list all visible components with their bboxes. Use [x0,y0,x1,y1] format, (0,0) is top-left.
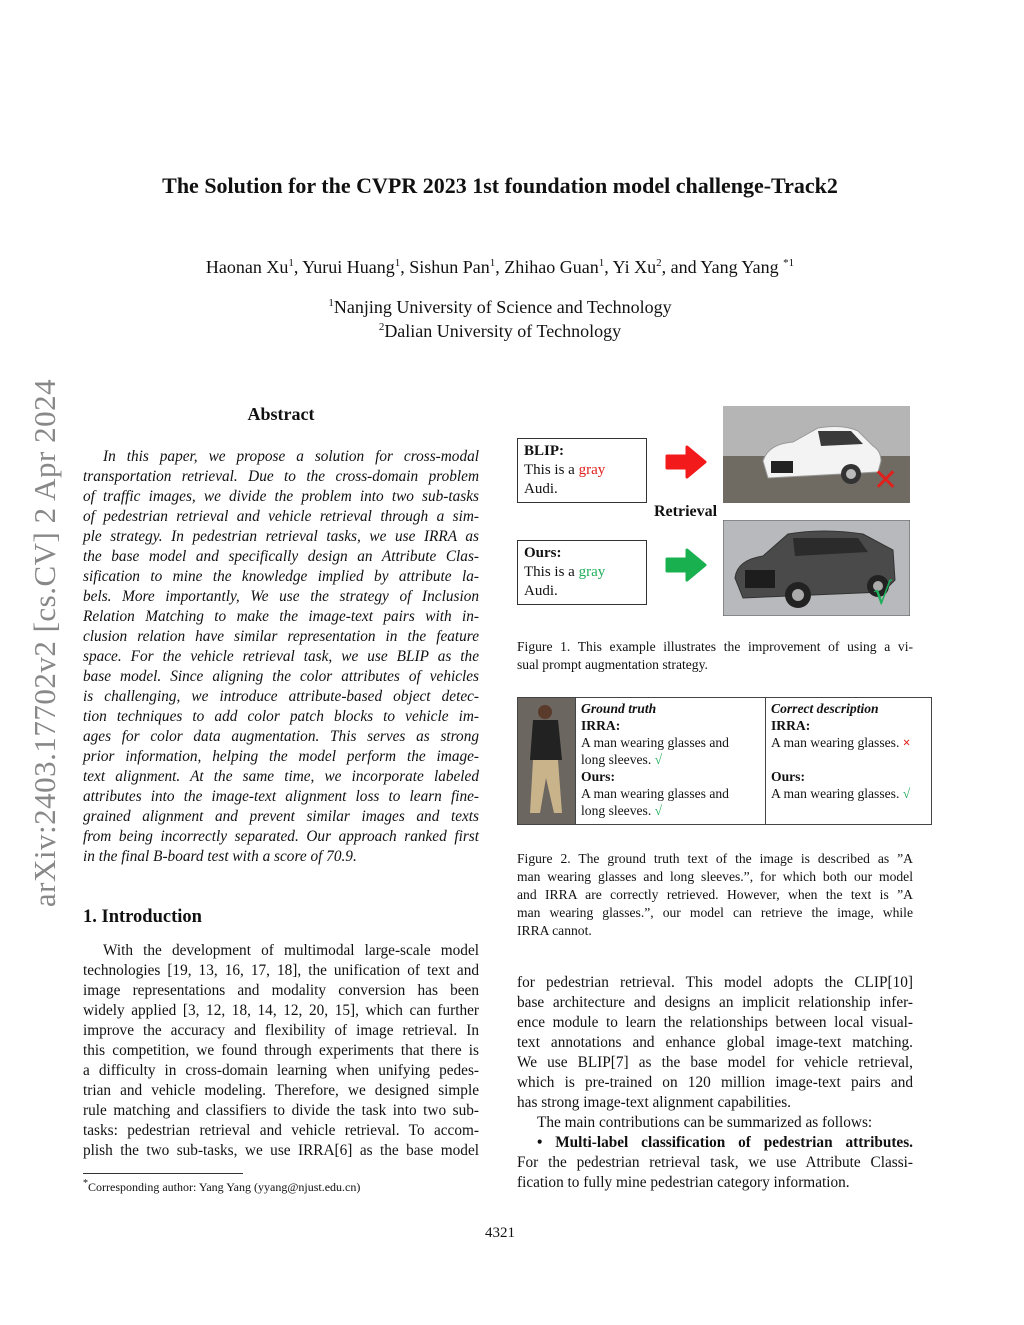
text-line: the base model and specifically design an Attribute Clas- [83,548,479,565]
right-column-body [517,973,913,1193]
text-line: a difficulty in cross-domain learning when unifying pedes- [83,1062,479,1079]
author-list: Haonan Xu$^1$, Yurui Huang$^1$, Sishun Pan$^1$, Zhihao Guan$^1$, Yi Xu$^2$, and Yang Yang $^{*1}$ [205,257,795,277]
text-line: base model. Since aligning the color attributes of vehicles [83,668,479,685]
check-icon: √ [654,752,663,767]
text-line: and IRRA are correctly retrieved. However, when the text is ”A [517,887,913,902]
footnote: *Corresponding author: Yang Yang (yyang@njust.edu.cn) [83,1178,361,1194]
retrieval-label: Retrieval [654,503,718,520]
text-line: In this paper, we propose a solution for cross-modal [103,448,479,465]
figure2-table [517,697,932,825]
text-line: With the development of multimodal large-scale model [103,942,479,959]
text-line: text annotations and enhance global image-text matching. [517,1034,913,1051]
introduction-body [83,941,479,1161]
check-icon: √ [902,786,911,801]
paper-title: The Solution for the CVPR 2023 1st foundation model challenge-Track2 [162,173,838,198]
text-line: The main contributions can be summarized as follows: [537,1114,873,1131]
text-line: tasks: pedestrian retrieval and vehicle retrieval. To accom- [83,1122,479,1139]
ground-truth-column: Ground truth IRRA: A man wearing glasses and long sleeves. √ Ours: A man wearing glasses and long sleeves. √ [576,698,766,824]
text-line: grained alignment and prevent similar images and texts [83,808,479,825]
red-arrow-icon [665,445,707,479]
correct-description-column: Correct description IRRA: A man wearing glasses. × Ours: A man wearing glasses. √ [771,701,911,801]
text-line: of pedestrian retrieval and vehicle retrieval through a sim- [83,508,479,525]
text-line: clusion relation have similar representation in the feature [83,628,479,645]
text-line: technologies [19, 13, 16, 17, 18], the unification of text and [83,962,479,979]
text-line: image representations and modality conversion has been [83,982,479,999]
text-line: trian and vehicle modeling. Therefore, we designed simple [83,1082,479,1099]
text-line: ages for color data augmentation. This serves as strong [83,728,479,745]
arxiv-identifier: arXiv:2403.17702v2 [cs.CV] 2 Apr 2024 [27,378,62,908]
text-line: tion techniques to add color patch blocks to vehicle im- [83,708,479,725]
footnote-rule [83,1173,243,1174]
author: Haonan Xu$^1$ [205,257,294,277]
blip-text-box: BLIP: This is a gray Audi. [517,438,647,503]
text-line: transportation retrieval. Due to the cross-domain problem [83,468,479,485]
text-line: for pedestrian retrieval. This model adopts the CLIP[10] [517,974,913,991]
text-line: ence module to learn the relationships between local visual- [517,1014,913,1031]
text-line: Relation Matching to make the image-text pairs with in- [83,608,479,625]
author: Sishun Pan$^1$ [409,257,496,277]
abstract-heading: Abstract [247,404,315,424]
introduction-heading: 1. Introduction [83,907,202,927]
text-line: prior information, helping the model perform the image- [83,748,479,765]
text-line: is challenging, we introduce attribute-based object detec- [83,688,479,705]
author: Yi Xu$^2$ [612,257,662,277]
author: Zhihao Guan$^1$ [504,257,605,277]
text-line: improve the accuracy and flexibility of image retrieval. In [83,1022,479,1039]
text-line: widely applied [3, 12, 18, 14, 12, 20, 15], which can further [83,1002,479,1019]
check-icon: √ [654,803,663,818]
text-line: has strong image-text alignment capabilities. [517,1094,791,1111]
text-line: in the final B-board test with a score of 70.9. [83,848,357,865]
green-arrow-icon [665,548,707,582]
wrong-mark: ✕ [873,463,899,498]
text-line: sual prompt augmentation strategy. [517,657,708,672]
text-line: Figure 2. The ground truth text of the image is described as ”A [517,851,913,866]
text-line: man wearing glasses.”, our model can retrieve the image, while [517,905,913,920]
text-line: man wearing glasses and long sleeves.”, for which both our model [517,869,913,884]
author: and Yang Yang $^{*1}$ [670,257,795,277]
cross-icon: × [902,735,911,750]
figure1-caption [517,638,913,674]
text-line: IRRA cannot. [517,923,592,938]
text-line: plish the two sub-tasks, we use IRRA[6] as the base model [83,1142,479,1159]
text-line: which is pre-trained on 120 million image-text pairs and [517,1074,913,1091]
gray-audi-suv-image [723,520,910,616]
text-line: bels. More importantly, We use the strategy of Inclusion [83,588,479,605]
text-line: fication to fully mine pedestrian category information. [517,1174,850,1191]
right-mark: √ [873,577,893,612]
affiliation: $^1$Nanjing University of Science and Technology [328,297,672,317]
text-line: base architecture and designs an implicit relationship infer- [517,994,913,1011]
author: Yurui Huang$^1$ [302,257,401,277]
white-audi-sedan-image [723,406,910,503]
ours-text-box: Ours: This is a gray Audi. [517,540,647,605]
text-line: this competition, we found through experiments that there is [83,1042,479,1059]
text-line: of traffic images, we divide the problem into two sub-tasks [83,488,479,505]
text-line: text alignment. At the same time, we incorporate labeled [83,768,479,785]
abstract-body [83,447,479,867]
text-line: ple strategy. In pedestrian retrieval tasks, we use IRRA as [83,528,479,545]
text-line: space. For the vehicle retrieval task, we use BLIP as the [83,648,479,665]
page-number: 4321 [485,1225,515,1241]
text-line: Figure 1. This example illustrates the improvement of using a vi- [517,639,913,654]
text-line: attributes into the image-text alignment loss to learn fine- [83,788,479,805]
text-line: sification to mine the knowledge implied by attribute la- [83,568,479,585]
pedestrian-image [518,698,576,824]
text-line: We use BLIP[7] as the base model for vehicle retrieval, [517,1054,913,1071]
affiliation: $^2$Dalian University of Technology [378,321,622,341]
text-line: rule matching and classifiers to divide the task into two sub- [83,1102,479,1119]
figure2-caption [517,850,913,940]
text-line: • Multi-label classification of pedestrian attributes. [537,1134,913,1151]
text-line: For the pedestrian retrieval task, we use Attribute Classi- [517,1154,913,1171]
text-line: from being incorrectly separated. Our approach ranked first [83,828,479,845]
